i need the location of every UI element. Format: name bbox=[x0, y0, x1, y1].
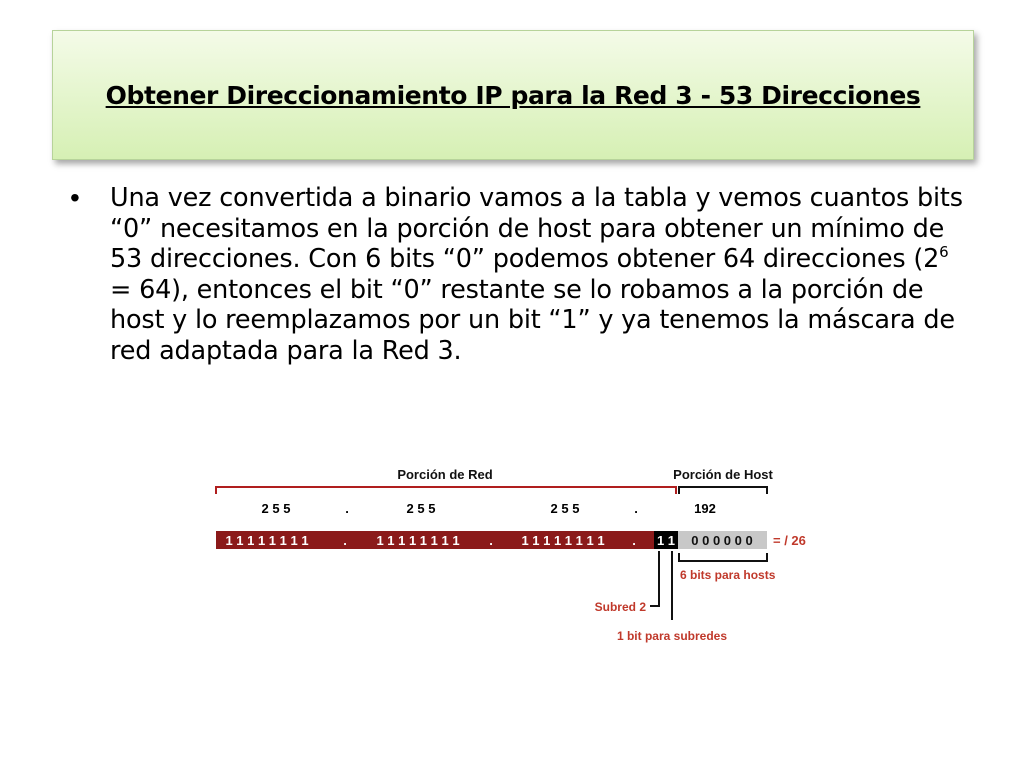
decimal-octet-1: 2 5 5 bbox=[261, 501, 291, 516]
binary-dot-3: . bbox=[632, 533, 636, 548]
bullet-text bbox=[110, 183, 970, 366]
bullet-text-part1: Una vez convertida a binario vamos a la tabla y vemos cuantos bits “0” necesitamos en la porción de host para obtener un mínimo de 53 direcciones. Con 6 bits “0” podemos obtener 64 direcciones (2 bbox=[110, 183, 963, 274]
network-portion-label: Porción de Red bbox=[397, 467, 493, 482]
binary-octet-2: 1 1 1 1 1 1 1 1 bbox=[376, 533, 460, 548]
binary-octet-3: 1 1 1 1 1 1 1 1 bbox=[521, 533, 605, 548]
slide-title: Obtener Direccionamiento IP para la Red 3 - 53 Direcciones bbox=[105, 80, 921, 110]
bullet-superscript: 6 bbox=[939, 243, 949, 261]
prefix-length: = / 26 bbox=[773, 533, 806, 548]
bullet-list bbox=[70, 183, 975, 366]
binary-dot-1: . bbox=[343, 533, 347, 548]
subnet-mask-diagram bbox=[210, 460, 830, 650]
decimal-octet-3: 2 5 5 bbox=[550, 501, 580, 516]
host-bits-bracket bbox=[679, 553, 767, 561]
host-bits-text: 0 0 0 0 0 0 bbox=[691, 533, 753, 548]
bullet-icon: • bbox=[70, 182, 80, 213]
subnet-indicator-line bbox=[650, 551, 659, 606]
title-box bbox=[52, 30, 974, 160]
decimal-dot-2: . bbox=[634, 501, 638, 516]
borrowed-bits-text: 1 1 bbox=[656, 533, 676, 548]
subnet-mask-svg bbox=[210, 460, 830, 650]
binary-octet-1: 1 1 1 1 1 1 1 1 bbox=[225, 533, 309, 548]
decimal-octet-4: 192 bbox=[694, 501, 716, 516]
bullet-text-part2: = 64), entonces el bit “0” restante se lo robamos a la porción de host y lo reemplazamos por un bit “1” y ya tenemos la máscara de red adaptada para la Red 3. bbox=[110, 274, 955, 366]
binary-dot-2: . bbox=[489, 533, 493, 548]
host-portion-label: Porción de Host bbox=[673, 467, 773, 482]
network-portion-bracket bbox=[216, 487, 676, 494]
bullet-item bbox=[70, 183, 975, 366]
subnet-bit-label: 1 bit para subredes bbox=[616, 629, 728, 643]
host-portion-bracket bbox=[679, 487, 767, 494]
decimal-dot-1: . bbox=[345, 501, 349, 516]
host-bits-label: 6 bits para hosts bbox=[680, 568, 776, 582]
subnet-label: Subred 2 bbox=[594, 600, 646, 614]
decimal-octet-2: 2 5 5 bbox=[406, 501, 436, 516]
